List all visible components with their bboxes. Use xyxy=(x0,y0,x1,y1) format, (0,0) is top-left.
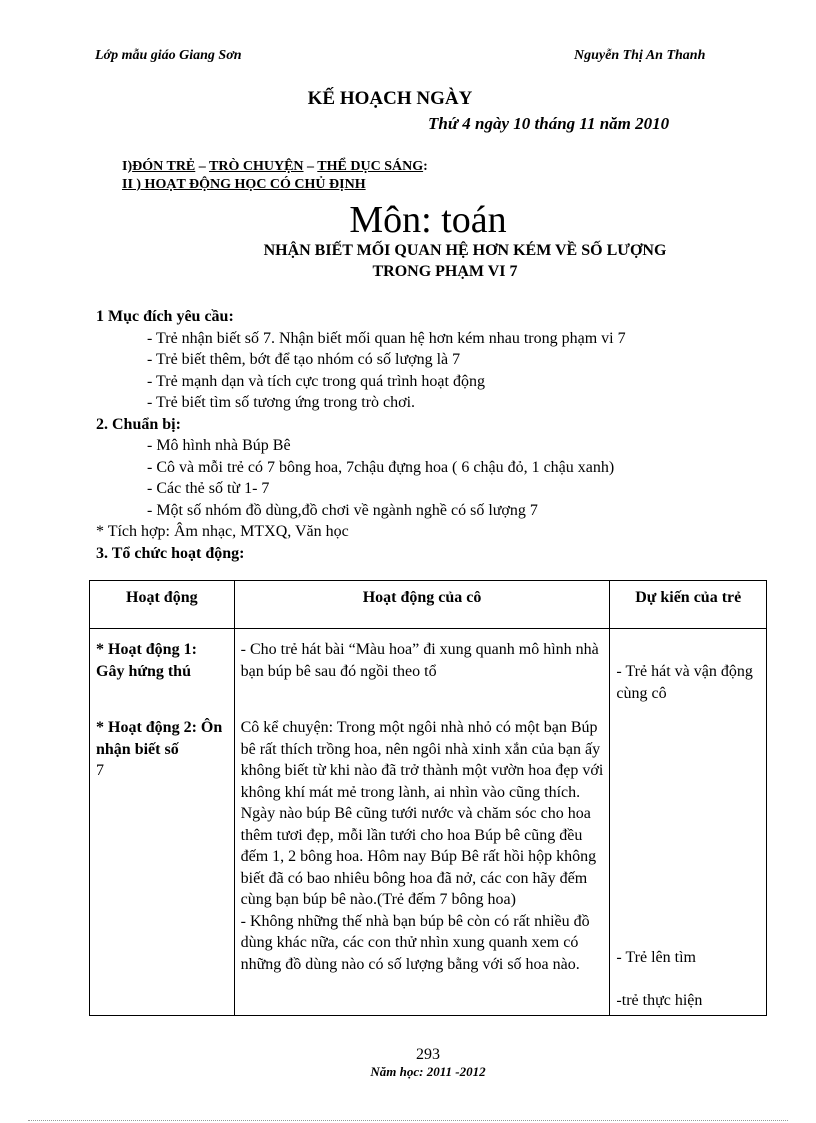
table-row xyxy=(90,713,767,1016)
row2-children xyxy=(610,713,767,1016)
col-header-teacher: Hoạt động của cô xyxy=(234,581,610,629)
row2-children-do: -trẻ thực hiện xyxy=(616,991,703,1009)
section-1-part-c: THỂ DỤC SÁNG xyxy=(317,159,424,174)
row2-teacher xyxy=(234,713,610,1016)
heading-goals: 1 Mục đích yêu cầu: xyxy=(96,308,234,325)
goal-item: - Trẻ mạnh dạn và tích cực trong quá trình hoạt động xyxy=(147,372,485,390)
prep-item: - Mô hình nhà Búp Bê xyxy=(147,437,291,454)
table-row xyxy=(90,629,767,714)
row2-activity xyxy=(90,713,235,1016)
row2-children-find: - Trẻ lên tìm xyxy=(616,949,696,966)
section-1-sep2: – xyxy=(303,159,318,174)
prep-item: - Cô và mỗi trẻ có 7 bông hoa, 7chậu đựng hoa ( 6 chậu đỏ, 1 chậu xanh) xyxy=(147,458,615,476)
page-number: 293 xyxy=(416,1046,440,1063)
row1-activity-label: * Hoạt động 1: Gây hứng thú xyxy=(96,641,197,680)
row2-teacher-story: Cô kể chuyện: Trong một ngôi nhà nhỏ có một bạn Búp bê rất thích trồng hoa, nên ngôi nhà xinh xắn của bạn ấy không biết từ khi nào đã trở thành một vườn hoa đẹp với không khí mát mẻ trong lành, ai nhìn vào cũng thích. xyxy=(240,719,604,801)
header-school: Lớp mẫu giáo Giang Sơn xyxy=(95,48,242,63)
goal-item: - Trẻ biết thêm, bớt để tạo nhóm có số lượng là 7 xyxy=(147,351,461,368)
section-1-end: : xyxy=(423,159,428,174)
heading-preparation: 2. Chuẩn bị: xyxy=(96,415,181,433)
section-1-prefix: I) xyxy=(122,159,133,174)
section-1-part-a: ĐÓN TRẺ xyxy=(132,159,196,174)
section-1-part-b: TRÒ CHUYỆN xyxy=(209,159,304,174)
prep-item: - Một số nhóm đồ dùng,đồ chơi về ngành nghề có số lượng 7 xyxy=(147,501,538,519)
goal-item: - Trẻ biết tìm số tương ứng trong trò chơi. xyxy=(147,394,416,411)
row2-activity-label: * Hoạt động 2: Ôn nhận biết số xyxy=(96,719,223,758)
row1-children xyxy=(610,629,767,714)
section-2-label: II ) HOẠT ĐỘNG HỌC CÓ CHỦ ĐỊNH xyxy=(122,177,366,192)
activity-table xyxy=(89,580,767,1016)
lesson-body xyxy=(96,306,776,564)
row1-activity xyxy=(90,629,235,714)
school-year: Năm học: 2011 -2012 xyxy=(370,1064,486,1079)
page-title: KẾ HOẠCH NGÀY xyxy=(307,88,473,109)
col-header-activity: Hoạt động xyxy=(90,581,235,629)
page-bottom-divider xyxy=(28,1120,788,1121)
col-header-children: Dự kiến của trẻ xyxy=(610,581,767,629)
integration-note: * Tích hợp: Âm nhạc, MTXQ, Văn học xyxy=(96,523,349,540)
row1-teacher-text: - Cho trẻ hát bài “Màu hoa” đi xung quanh mô hình nhà bạn búp bê sau đó ngồi theo tổ xyxy=(240,641,599,680)
header-teacher: Nguyễn Thị An Thanh xyxy=(574,48,706,63)
subject-heading: Môn: toán xyxy=(349,199,507,241)
row2-teacher-find: - Không những thế nhà bạn búp bê còn có rất nhiều đồ dùng khác nữa, các con thử nhìn xung quanh xem có những đồ dùng nào có số lượng bằng với số hoa nào. xyxy=(240,912,590,973)
section-1-sep1: – xyxy=(195,159,210,174)
row1-children-text: - Trẻ hát và vận động cùng cô xyxy=(616,663,753,702)
table-header-row xyxy=(90,581,767,629)
row2-teacher-count: Ngày nào búp Bê cũng tưới nước và chăm sóc cho hoa thêm tươi đẹp, mỗi lần tưới cho hoa Búp bê cũng đều đếm 1, 2 bông hoa. Hôm nay Búp Bê rất hồi hộp không biết đã có bao nhiêu bông hoa đã nở, các con hãy đếm cùng bạn búp bê nào.(Trẻ đếm 7 bông hoa) xyxy=(240,805,597,908)
row2-activity-number: 7 xyxy=(96,762,104,779)
section-1 xyxy=(122,159,428,175)
lesson-title-line2: TRONG PHẠM VI 7 xyxy=(372,263,518,280)
heading-organization: 3. Tổ chức hoạt động: xyxy=(96,544,245,562)
section-2 xyxy=(122,177,366,193)
goal-item: - Trẻ nhận biết số 7. Nhận biết mối quan hệ hơn kém nhau trong phạm vi 7 xyxy=(147,329,626,347)
prep-item: - Các thẻ số từ 1- 7 xyxy=(147,480,270,497)
row1-teacher xyxy=(234,629,610,714)
plan-date: Thứ 4 ngày 10 tháng 11 năm 2010 xyxy=(428,114,670,133)
lesson-title-line1: NHẬN BIẾT MỐI QUAN HỆ HƠN KÉM VỀ SỐ LƯỢNG xyxy=(263,242,667,259)
